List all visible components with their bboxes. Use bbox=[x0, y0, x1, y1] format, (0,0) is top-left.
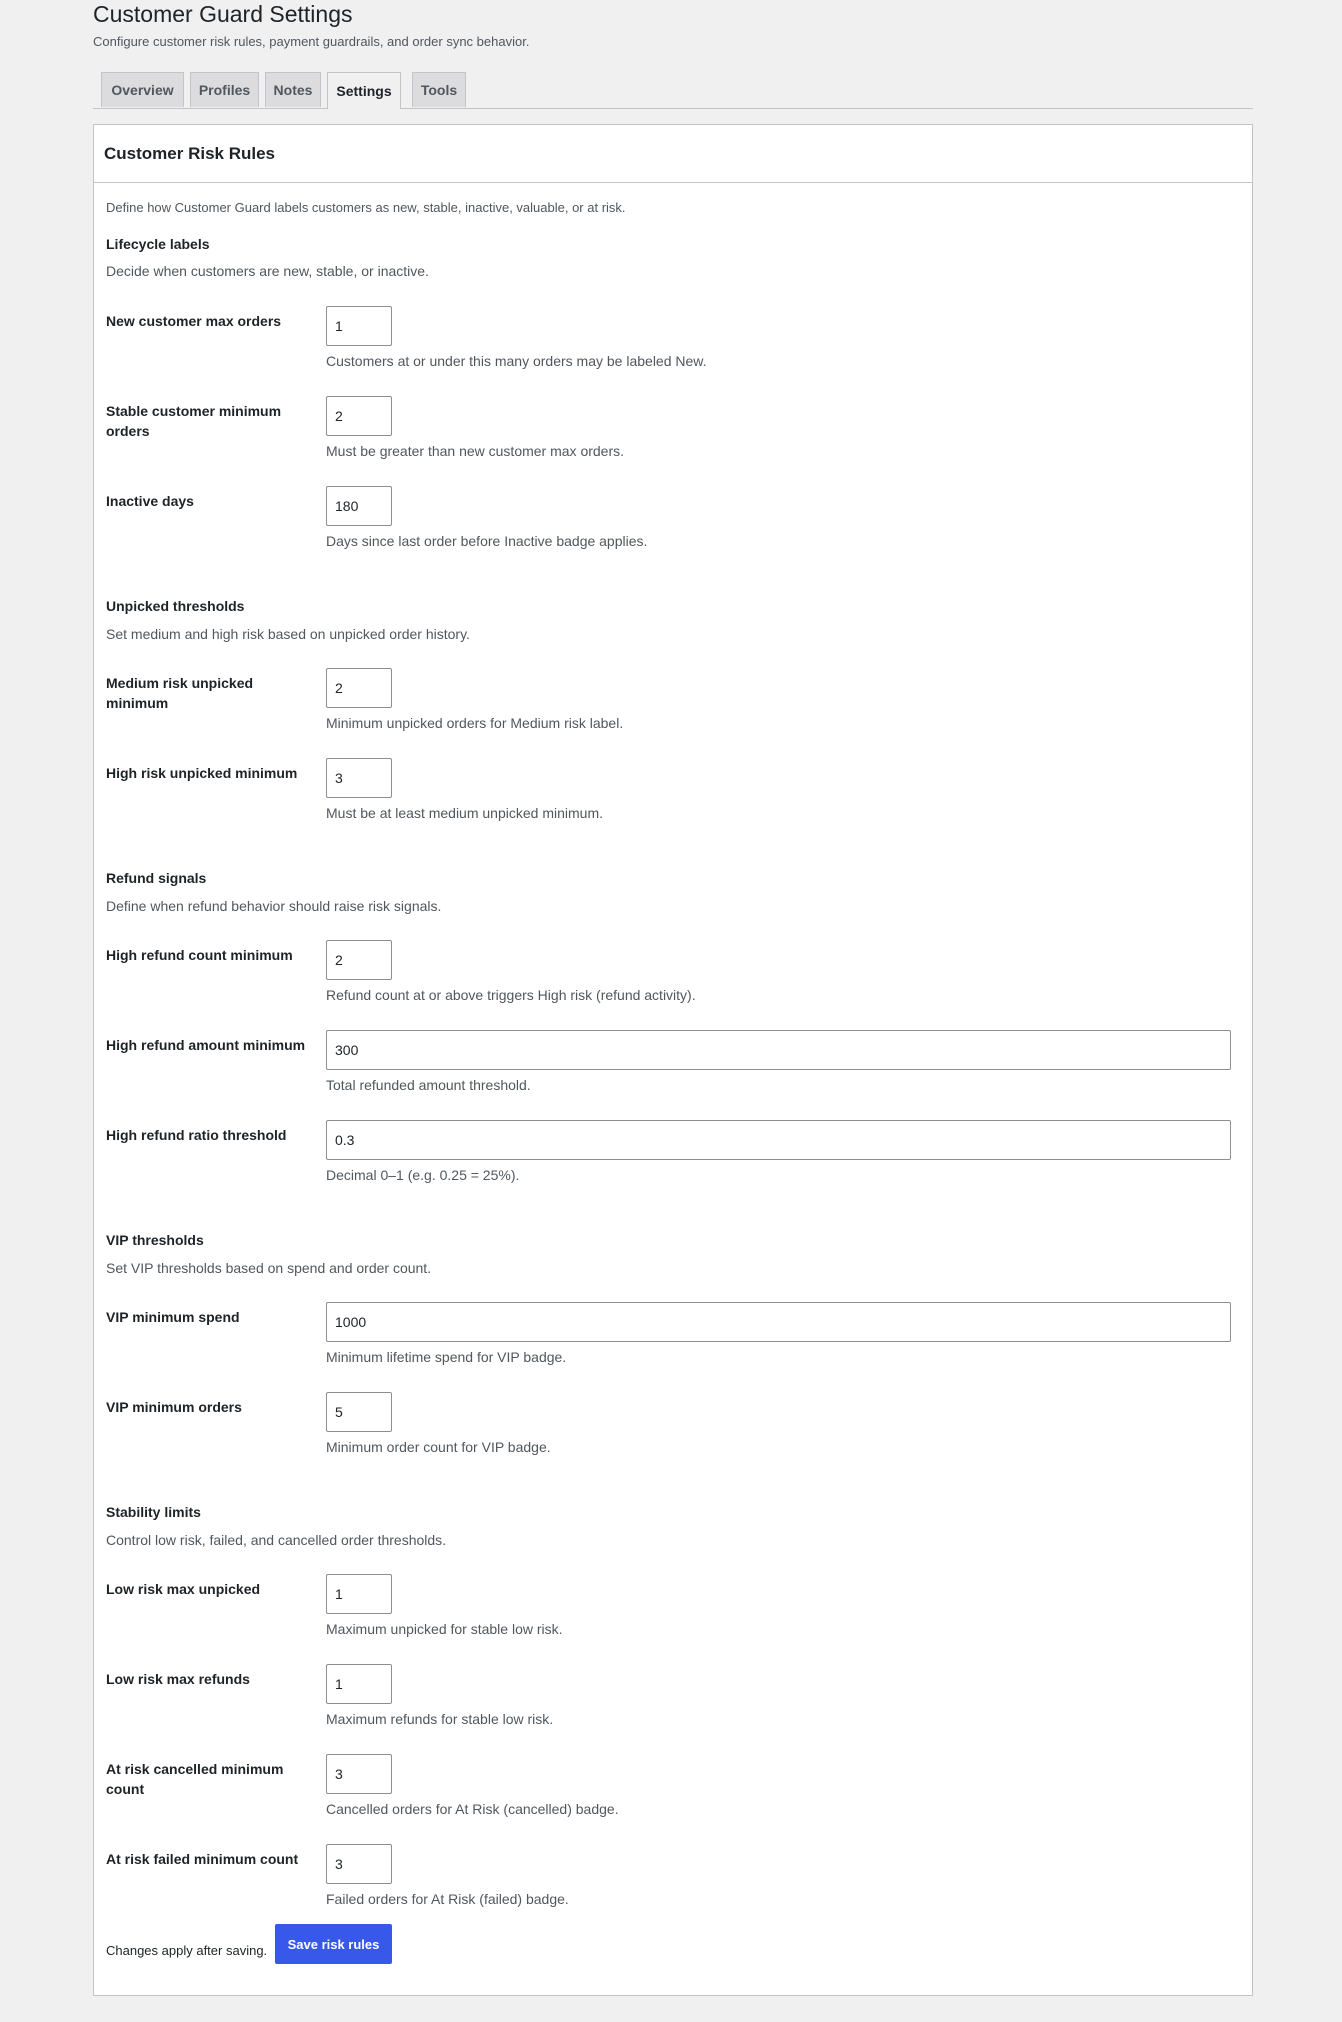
section-title-unpicked: Unpicked thresholds bbox=[106, 598, 245, 614]
vip-min-orders-label: VIP minimum orders bbox=[106, 1399, 242, 1415]
new-max-orders-help: Customers at or under this many orders may be labeled New. bbox=[326, 353, 707, 369]
low-max-refunds-help: Maximum refunds for stable low risk. bbox=[326, 1711, 554, 1727]
vip-min-spend-input[interactable] bbox=[326, 1302, 1231, 1342]
failed-min-count-input[interactable] bbox=[326, 1844, 392, 1884]
tab-tools[interactable]: Tools bbox=[412, 72, 466, 107]
inactive-days-input[interactable] bbox=[326, 486, 392, 526]
stable-min-orders-input[interactable] bbox=[326, 396, 392, 436]
refund-ratio-threshold-input[interactable] bbox=[326, 1120, 1231, 1160]
failed-min-count-label: At risk failed minimum count bbox=[106, 1851, 299, 1867]
low-max-unpicked-help: Maximum unpicked for stable low risk. bbox=[326, 1621, 563, 1637]
panel-intro: Define how Customer Guard labels customers as new, stable, inactive, valuable, or at risk. bbox=[106, 200, 626, 215]
refund-ratio-threshold-help: Decimal 0–1 (e.g. 0.25 = 25%). bbox=[326, 1167, 520, 1183]
tab-settings[interactable]: Settings bbox=[327, 72, 401, 109]
low-max-refunds-input[interactable] bbox=[326, 1664, 392, 1704]
tab-overview[interactable]: Overview bbox=[101, 72, 184, 107]
stable-min-orders-label: Stable customer minimum orders bbox=[106, 403, 282, 439]
new-max-orders-label: New customer max orders bbox=[106, 313, 282, 329]
section-description-refund: Define when refund behavior should raise risk signals. bbox=[106, 898, 442, 914]
section-title-vip: VIP thresholds bbox=[106, 1232, 204, 1248]
save-risk-rules-button[interactable]: Save risk rules bbox=[275, 1924, 392, 1964]
new-max-orders-input[interactable] bbox=[326, 306, 392, 346]
section-description-vip: Set VIP thresholds based on spend and order count. bbox=[106, 1260, 432, 1276]
panel-title: Customer Risk Rules bbox=[104, 143, 275, 163]
refund-amount-min-label: High refund amount minimum bbox=[106, 1037, 306, 1053]
refund-amount-min-input[interactable] bbox=[326, 1030, 1231, 1070]
risk-rules-panel bbox=[93, 124, 1253, 1996]
cancelled-min-count-input[interactable] bbox=[326, 1754, 392, 1794]
panel-header bbox=[94, 125, 1252, 183]
low-max-refunds-label: Low risk max refunds bbox=[106, 1671, 250, 1687]
section-description-lifecycle: Decide when customers are new, stable, or inactive. bbox=[106, 263, 429, 279]
section-title-refund: Refund signals bbox=[106, 870, 207, 886]
refund-count-min-input[interactable] bbox=[326, 940, 392, 980]
cancelled-min-count-label: At risk cancelled minimum count bbox=[106, 1761, 284, 1797]
tab-notes[interactable]: Notes bbox=[265, 72, 321, 107]
refund-count-min-label: High refund count minimum bbox=[106, 947, 293, 963]
page-description: Configure customer risk rules, payment guardrails, and order sync behavior. bbox=[93, 34, 530, 49]
high-unpicked-min-help: Must be at least medium unpicked minimum. bbox=[326, 805, 603, 821]
low-max-unpicked-label: Low risk max unpicked bbox=[106, 1581, 261, 1597]
save-note: Changes apply after saving. bbox=[106, 1943, 268, 1958]
page-title: Customer Guard Settings bbox=[93, 1, 353, 27]
stable-min-orders-help: Must be greater than new customer max orders. bbox=[326, 443, 625, 459]
section-description-unpicked: Set medium and high risk based on unpicked order history. bbox=[106, 626, 470, 642]
refund-amount-min-help: Total refunded amount threshold. bbox=[326, 1077, 531, 1093]
failed-min-count-help: Failed orders for At Risk (failed) badge. bbox=[326, 1891, 569, 1907]
vip-min-orders-help: Minimum order count for VIP badge. bbox=[326, 1439, 551, 1455]
tab-bar bbox=[93, 72, 1253, 109]
medium-unpicked-min-label: Medium risk unpicked minimum bbox=[106, 675, 254, 711]
medium-unpicked-min-input[interactable] bbox=[326, 668, 392, 708]
section-description-stability: Control low risk, failed, and cancelled order thresholds. bbox=[106, 1532, 447, 1548]
section-title-lifecycle: Lifecycle labels bbox=[106, 236, 210, 252]
vip-min-orders-input[interactable] bbox=[326, 1392, 392, 1432]
medium-unpicked-min-help: Minimum unpicked orders for Medium risk label. bbox=[326, 715, 624, 731]
tab-profiles[interactable]: Profiles bbox=[190, 72, 259, 107]
refund-ratio-threshold-label: High refund ratio threshold bbox=[106, 1127, 287, 1143]
inactive-days-help: Days since last order before Inactive badge applies. bbox=[326, 533, 648, 549]
refund-count-min-help: Refund count at or above triggers High risk (refund activity). bbox=[326, 987, 696, 1003]
cancelled-min-count-help: Cancelled orders for At Risk (cancelled) badge. bbox=[326, 1801, 619, 1817]
vip-min-spend-label: VIP minimum spend bbox=[106, 1309, 240, 1325]
inactive-days-label: Inactive days bbox=[106, 493, 194, 509]
section-title-stability: Stability limits bbox=[106, 1504, 201, 1520]
high-unpicked-min-input[interactable] bbox=[326, 758, 392, 798]
vip-min-spend-help: Minimum lifetime spend for VIP badge. bbox=[326, 1349, 567, 1365]
high-unpicked-min-label: High risk unpicked minimum bbox=[106, 765, 298, 781]
low-max-unpicked-input[interactable] bbox=[326, 1574, 392, 1614]
